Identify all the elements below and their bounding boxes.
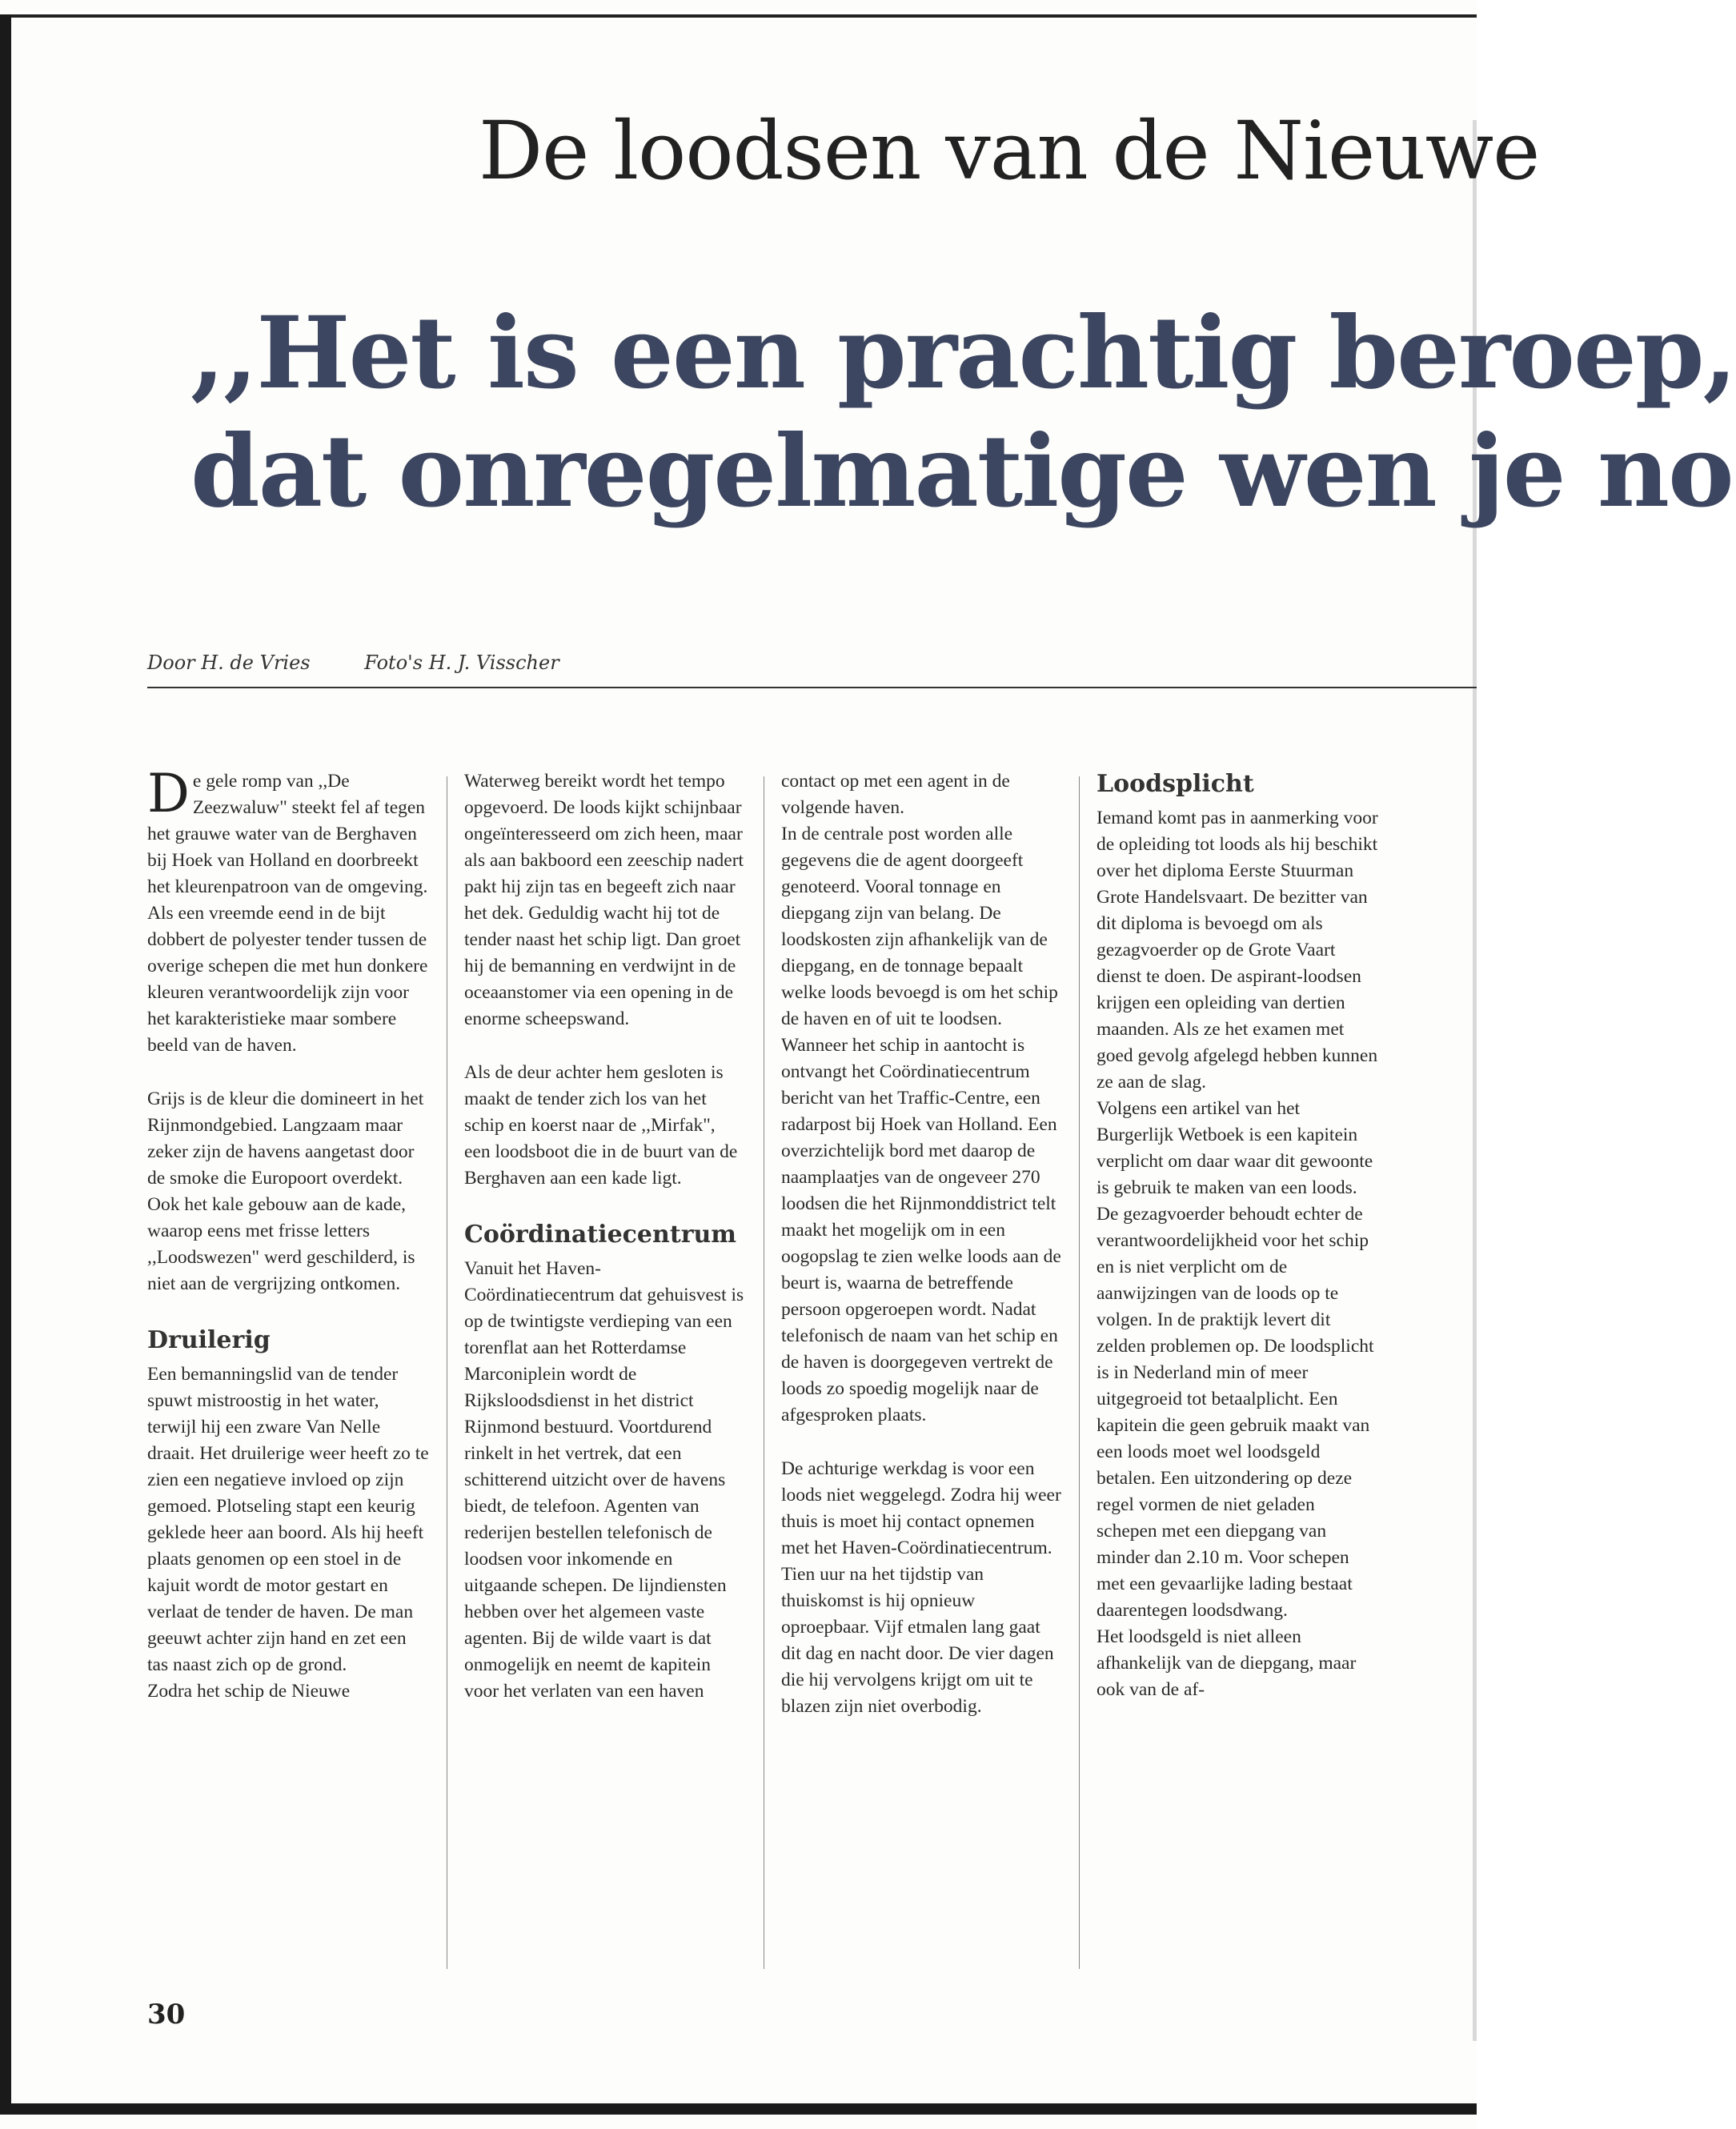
byline-author: Door H. de Vries <box>147 652 311 674</box>
paragraph: In de centrale post worden alle gegevens die de agent doorgeeft genoteerd. Vooral tonnage en diepgang zijn van belang. De loodskosten zijn afhankelijk van de diepgang, en de tonnage bepaalt welke loods bevoegd is om het schip de haven en of uit te loodsen. <box>781 824 1058 1029</box>
subheading-loodsplicht: Loodsplicht <box>1097 770 1254 798</box>
text-column-2 <box>464 768 746 1705</box>
paragraph: Waterweg bereikt wordt het tempo opgevoerd. De loods kijkt schijnbaar ongeïnteresseerd om zich heen, maar als aan bakboord een zeeschip nadert pakt hij zijn tas en begeeft zich naar het dek. Geduldig wacht hij tot de tender naast het schip ligt. Dan groet hij de bemanning en verdwijnt in de oceaanstomer via een opening in de enorme scheepswand. <box>464 771 744 1029</box>
paragraph: contact op met een agent in de volgende haven. <box>781 771 1010 818</box>
text-column-3 <box>781 768 1063 1720</box>
paragraph: Iemand komt pas in aanmerking voor de opleiding tot loods als hij beschikt over het diploma Eerste Stuurman Grote Handelsvaart. De bezitter van dit diploma is bevoegd om als gezagvoerder op de Grote Vaart dienst te doen. De aspirant-loodsen krijgen een opleiding van dertien maanden. Als ze het examen met goed gevolg afgelegd hebben kunnen ze aan de slag. <box>1097 808 1378 1093</box>
drop-cap: D <box>147 763 190 824</box>
byline-divider <box>147 687 1477 688</box>
column-divider <box>1079 776 1080 1969</box>
paragraph: De achturige werkdag is voor een loods niet weggelegd. Zodra hij weer thuis is moet hij contact opnemen met het Haven-Coördinatiecentrum. Tien uur na het tijdstip van thuiskomst is hij opnieuw oproepbaar. Vijf etmalen lang gaat dit dag en nacht door. De vier dagen die hij vervolgens krijgt om uit te blazen zijn niet overbodig. <box>781 1458 1061 1717</box>
paragraph: Vanuit het Haven-Coördinatiecentrum dat gehuisvest is op de twintigste verdieping van een torenflat aan het Rotterdamse Marconiplein wordt de Rijksloodsdienst in het district Rijnmond bestuurd. Voortdurend rinkelt in het vertrek, dat een schitterend uitzicht over de havens biedt, de telefoon. Agenten van rederijen bestellen telefonisch de loodsen voor inkomende en uitgaande schepen. De lijndiensten hebben over het algemeen vaste agenten. Bij de wilde vaart is dat onmogelijk en neemt de kapitein voor het verlaten van een haven <box>464 1258 744 1702</box>
headline <box>190 295 1736 531</box>
paragraph: Zodra het schip de Nieuwe <box>147 1681 351 1702</box>
article-kicker: De loodsen van de Nieuwe <box>479 104 1540 198</box>
subheading-coordinatiecentrum: Coördinatiecentrum <box>464 1221 737 1249</box>
text-column-4 <box>1097 768 1378 1703</box>
paragraph: Een bemanningslid van de tender spuwt mistroostig in het water, terwijl hij een zware Van Nelle draait. Het druilerige weer heeft zo te zien een negatieve invloed op zijn gemoed. Plotseling stapt een keurig geklede heer aan boord. Als hij heeft plaats genomen op een stoel in de kajuit wordt de motor gestart en verlaat de tender de haven. De man geeuwt achter zijn hand en zet een tas naast zich op de grond. <box>147 1364 429 1675</box>
byline <box>147 652 607 674</box>
paragraph: Wanneer het schip in aantocht is ontvangt het Coördinatiecentrum bericht van het Traffic-Centre, een radarpost bij Hoek van Holland. Een overzichtelijk bord met daarop de naamplaatjes van de ongeveer 270 loodsen die het Rijnmonddistrict telt maakt het mogelijk om in een oogopslag te zien welke loods aan de beurt is, waarna de betreffende persoon opgeroepen wordt. Nadat telefonisch de naam van het schip en de haven is doorgegeven vertrekt de loods zo spoedig mogelijk naar de afgesproken plaats. <box>781 1035 1061 1425</box>
headline-line-2: dat onregelmatige wen je no <box>190 414 1733 530</box>
paragraph: Volgens een artikel van het Burgerlijk Wetboek is een kapitein verplicht om daar waar dit gewoonte is gebruik te maken van een loods. De gezagvoerder behoudt echter de verantwoordelijkheid voor het schip en is niet verplicht om de aanwijzingen van de loods op te volgen. In de praktijk levert dit zelden problemen op. De loodsplicht is in Nederland min of meer uitgegroeid tot betaalplicht. Een kapitein die geen gebruik maakt van een loods moet wel loodsgeld betalen. Een uitzondering op deze regel vormen de niet geladen schepen met een diepgang van minder dan 2.10 m. Voor schepen met een gevaarlijke lading bestaat daarentegen loodsdwang. <box>1097 1098 1374 1621</box>
top-scan-border <box>0 14 1477 18</box>
paragraph: Het loodsgeld is niet alleen afhankelijk van de diepgang, maar ook van de af- <box>1097 1626 1357 1700</box>
byline-photos: Foto's H. J. Visscher <box>364 652 559 674</box>
subheading-druilerig: Druilerig <box>147 1326 271 1354</box>
bottom-scan-border <box>0 2103 1477 2115</box>
left-scan-border <box>0 14 11 2103</box>
paragraph: Grijs is de kleur die domineert in het Rijnmondgebied. Langzaam maar zeker zijn de havens aangetast door de smoke die Europoort overdekt. Ook het kale gebouw aan de kade, waarop eens met frisse letters ,,Loodswezen" werd geschilderd, is niet aan de vergrijzing ontkomen. <box>147 1089 424 1294</box>
page-number: 30 <box>147 1999 186 2031</box>
headline-line-1: ,,Het is een prachtig beroep, <box>190 295 1736 411</box>
text-column-1 <box>147 763 429 1705</box>
paragraph: Als de deur achter hem gesloten is maakt de tender zich los van het schip en koerst naar de ,,Mirfak", een loodsboot die in de buurt van de Berghaven aan een kade ligt. <box>464 1062 738 1189</box>
paragraph: De gele romp van ,,De Zeezwaluw" steekt fel af tegen het grauwe water van de Berghaven bij Hoek van Holland en doorbreekt het kleurenpatroon van de omgeving. Als een vreemde eend in de bijt dobbert de polyester tender tussen de overige schepen die met hun donkere kleuren verantwoordelijk zijn voor het karakteristieke maar sombere beeld van de haven. <box>147 763 428 1056</box>
